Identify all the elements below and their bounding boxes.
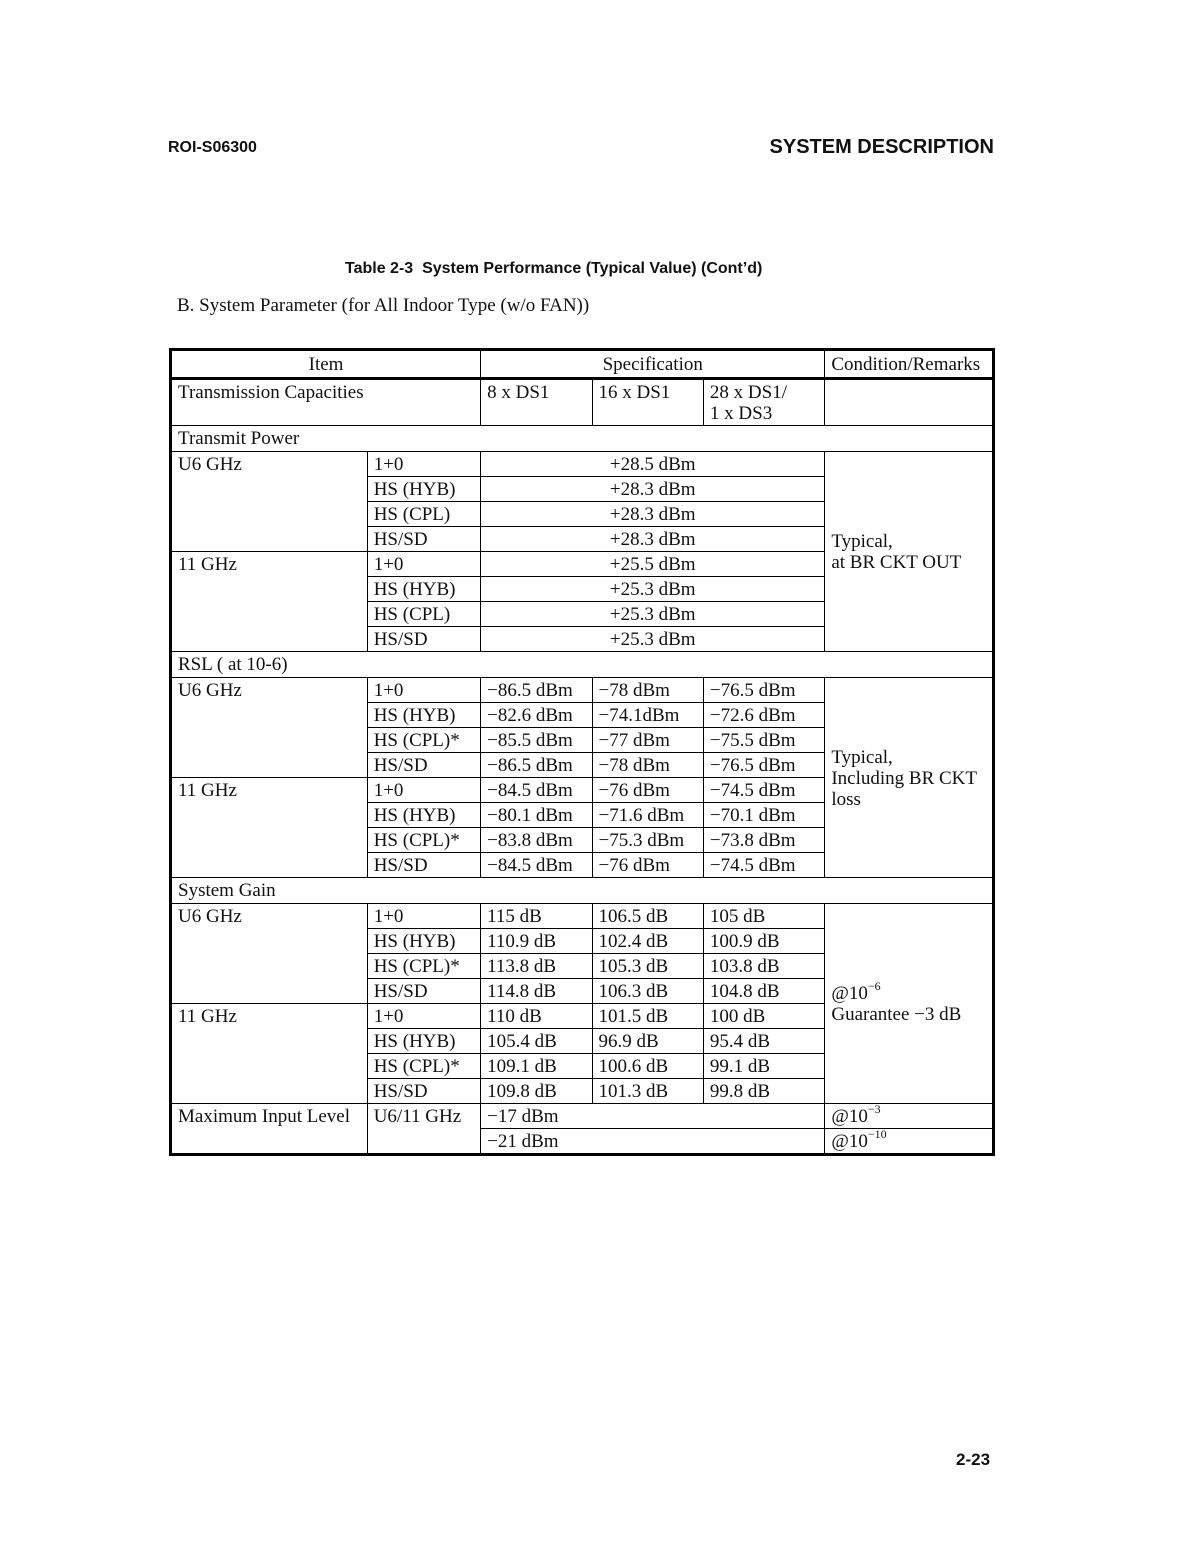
capacities-label: Transmission Capacities [171, 379, 481, 426]
mode-label: HS (HYB) [367, 577, 480, 602]
rsl-row [171, 678, 994, 703]
transmit-power-row [171, 452, 994, 477]
mode-label: 1+0 [367, 778, 480, 803]
system-gain-value: 99.8 dB [703, 1079, 824, 1104]
remark-exponent: −10 [867, 1126, 887, 1141]
system-gain-value: 114.8 dB [481, 979, 592, 1004]
rsl-value: −74.5 dBm [703, 778, 824, 803]
system-gain-group-row [171, 878, 994, 904]
rsl-group-row [171, 652, 994, 678]
rsl-value: −86.5 dBm [481, 678, 592, 703]
mode-label: HS (CPL)* [367, 828, 480, 853]
header-remarks: Condition/Remarks [825, 350, 994, 379]
band-label: U6 GHz [171, 678, 368, 778]
system-gain-value: 99.1 dB [703, 1054, 824, 1079]
remark-line: Guarantee −3 dB [831, 1004, 962, 1025]
rsl-value: −82.6 dBm [481, 703, 592, 728]
mode-label: HS (HYB) [367, 803, 480, 828]
rsl-value: −74.5 dBm [703, 853, 824, 878]
rsl-value: −83.8 dBm [481, 828, 592, 853]
mode-label: HS (CPL)* [367, 1054, 480, 1079]
system-gain-group-title: System Gain [171, 878, 994, 904]
system-gain-value: 96.9 dB [592, 1029, 703, 1054]
rsl-value: −78 dBm [592, 753, 703, 778]
band-label: U6 GHz [171, 452, 368, 552]
remark-base: @10 [831, 1106, 868, 1127]
mode-label: HS (HYB) [367, 477, 480, 502]
mode-label: 1+0 [367, 1004, 480, 1029]
capacities-row [171, 379, 994, 426]
capacity-28ds1-line1: 28 x DS1/ [709, 382, 787, 403]
header-specification: Specification [481, 350, 825, 379]
transmit-power-value: +25.3 dBm [481, 577, 825, 602]
system-parameter-table [169, 348, 995, 1156]
max-input-band: U6/11 GHz [367, 1104, 480, 1155]
system-gain-value: 104.8 dB [703, 979, 824, 1004]
max-input-value: −17 dBm [481, 1104, 825, 1129]
remark-exponent: −3 [867, 1101, 881, 1116]
system-gain-value: 95.4 dB [703, 1029, 824, 1054]
rsl-value: −77 dBm [592, 728, 703, 753]
max-input-value: −21 dBm [481, 1129, 825, 1155]
mode-label: HS/SD [367, 527, 480, 552]
remark-base: @10 [831, 983, 868, 1004]
system-gain-value: 101.5 dB [592, 1004, 703, 1029]
system-gain-value: 105.4 dB [481, 1029, 592, 1054]
section-label: B. System Parameter (for All Indoor Type (w/o FAN)) [177, 295, 590, 316]
system-gain-value: 105.3 dB [592, 954, 703, 979]
mode-label: HS/SD [367, 979, 480, 1004]
remark-line: loss [831, 788, 861, 810]
capacity-8ds1: 8 x DS1 [481, 379, 592, 426]
mode-label: 1+0 [367, 452, 480, 477]
mode-label: HS (CPL)* [367, 728, 480, 753]
max-input-label: Maximum Input Level [171, 1104, 368, 1155]
mode-label: HS (HYB) [367, 929, 480, 954]
page-number: 2-23 [956, 1450, 991, 1469]
capacity-16ds1: 16 x DS1 [592, 379, 703, 426]
rsl-value: −84.5 dBm [481, 778, 592, 803]
system-gain-value: 110.9 dB [481, 929, 592, 954]
system-gain-value: 105 dB [703, 904, 824, 929]
remark-line: at BR CKT OUT [831, 552, 962, 573]
transmit-power-value: +25.5 dBm [481, 552, 825, 577]
rsl-value: −70.1 dBm [703, 803, 824, 828]
rsl-value: −76 dBm [592, 853, 703, 878]
band-label: U6 GHz [171, 904, 368, 1004]
rsl-value: −84.5 dBm [481, 853, 592, 878]
system-gain-value: 106.5 dB [592, 904, 703, 929]
band-label: 11 GHz [171, 1004, 368, 1104]
max-input-remark [825, 1101, 994, 1129]
rsl-value: −85.5 dBm [481, 728, 592, 753]
capacities-remark [825, 379, 994, 426]
transmit-power-remark [825, 452, 994, 652]
mode-label: HS/SD [367, 627, 480, 652]
system-gain-value: 101.3 dB [592, 1079, 703, 1104]
rsl-remark [825, 678, 994, 878]
mode-label: HS/SD [367, 853, 480, 878]
remark-line [831, 978, 986, 1004]
band-label: 11 GHz [171, 552, 368, 652]
system-gain-value: 106.3 dB [592, 979, 703, 1004]
mode-label: HS/SD [367, 753, 480, 778]
mode-label: 1+0 [367, 678, 480, 703]
system-gain-value: 113.8 dB [481, 954, 592, 979]
transmit-power-value: +28.3 dBm [481, 527, 825, 552]
system-gain-value: 115 dB [481, 904, 592, 929]
rsl-value: −76.5 dBm [703, 678, 824, 703]
rsl-value: −75.3 dBm [592, 828, 703, 853]
system-gain-value: 109.1 dB [481, 1054, 592, 1079]
mode-label: 1+0 [367, 904, 480, 929]
system-gain-value: 103.8 dB [703, 954, 824, 979]
transmit-power-value: +28.5 dBm [481, 452, 825, 477]
rsl-value: −78 dBm [592, 678, 703, 703]
remark-line: Including BR CKT [831, 767, 978, 789]
system-gain-value: 110 dB [481, 1004, 592, 1029]
table-caption: Table 2-3 System Performance (Typical Value) (Cont’d) [345, 260, 763, 277]
rsl-value: −76 dBm [592, 778, 703, 803]
system-gain-value: 100.6 dB [592, 1054, 703, 1079]
section-title: SYSTEM DESCRIPTION [769, 136, 994, 158]
mode-label: HS (HYB) [367, 1029, 480, 1054]
system-gain-row [171, 904, 994, 929]
remark-base: @10 [831, 1131, 868, 1152]
capacity-28ds1 [703, 379, 824, 426]
band-label: 11 GHz [171, 778, 368, 878]
mode-label: HS (CPL) [367, 602, 480, 627]
rsl-value: −73.8 dBm [703, 828, 824, 853]
rsl-value: −80.1 dBm [481, 803, 592, 828]
rsl-value: −75.5 dBm [703, 728, 824, 753]
mode-label: HS (CPL) [367, 502, 480, 527]
rsl-value: −71.6 dBm [592, 803, 703, 828]
system-gain-remark [825, 904, 994, 1104]
mode-label: HS (CPL)* [367, 954, 480, 979]
mode-label: 1+0 [367, 552, 480, 577]
capacity-28ds1-line2: 1 x DS3 [709, 403, 773, 424]
rsl-group-title: RSL ( at 10-6) [171, 652, 994, 678]
document-id: ROI-S06300 [168, 139, 257, 156]
rsl-value: −72.6 dBm [703, 703, 824, 728]
remark-line: Typical, [831, 531, 893, 552]
mode-label: HS (HYB) [367, 703, 480, 728]
transmit-power-group-title: Transmit Power [171, 426, 994, 452]
transmit-power-value: +28.3 dBm [481, 502, 825, 527]
max-input-remark [825, 1126, 994, 1155]
mode-label: HS/SD [367, 1079, 480, 1104]
max-input-row [171, 1104, 994, 1129]
remark-exponent: −6 [867, 978, 881, 993]
transmit-power-group-row [171, 426, 994, 452]
transmit-power-value: +25.3 dBm [481, 627, 825, 652]
rsl-value: −86.5 dBm [481, 753, 592, 778]
remark-line: Typical, [831, 746, 893, 768]
rsl-value: −74.1dBm [592, 703, 703, 728]
system-gain-value: 102.4 dB [592, 929, 703, 954]
system-gain-value: 100.9 dB [703, 929, 824, 954]
header-item: Item [171, 350, 481, 379]
transmit-power-value: +28.3 dBm [481, 477, 825, 502]
transmit-power-value: +25.3 dBm [481, 602, 825, 627]
system-gain-value: 109.8 dB [481, 1079, 592, 1104]
rsl-value: −76.5 dBm [703, 753, 824, 778]
system-gain-value: 100 dB [703, 1004, 824, 1029]
table-header-row [171, 350, 994, 379]
